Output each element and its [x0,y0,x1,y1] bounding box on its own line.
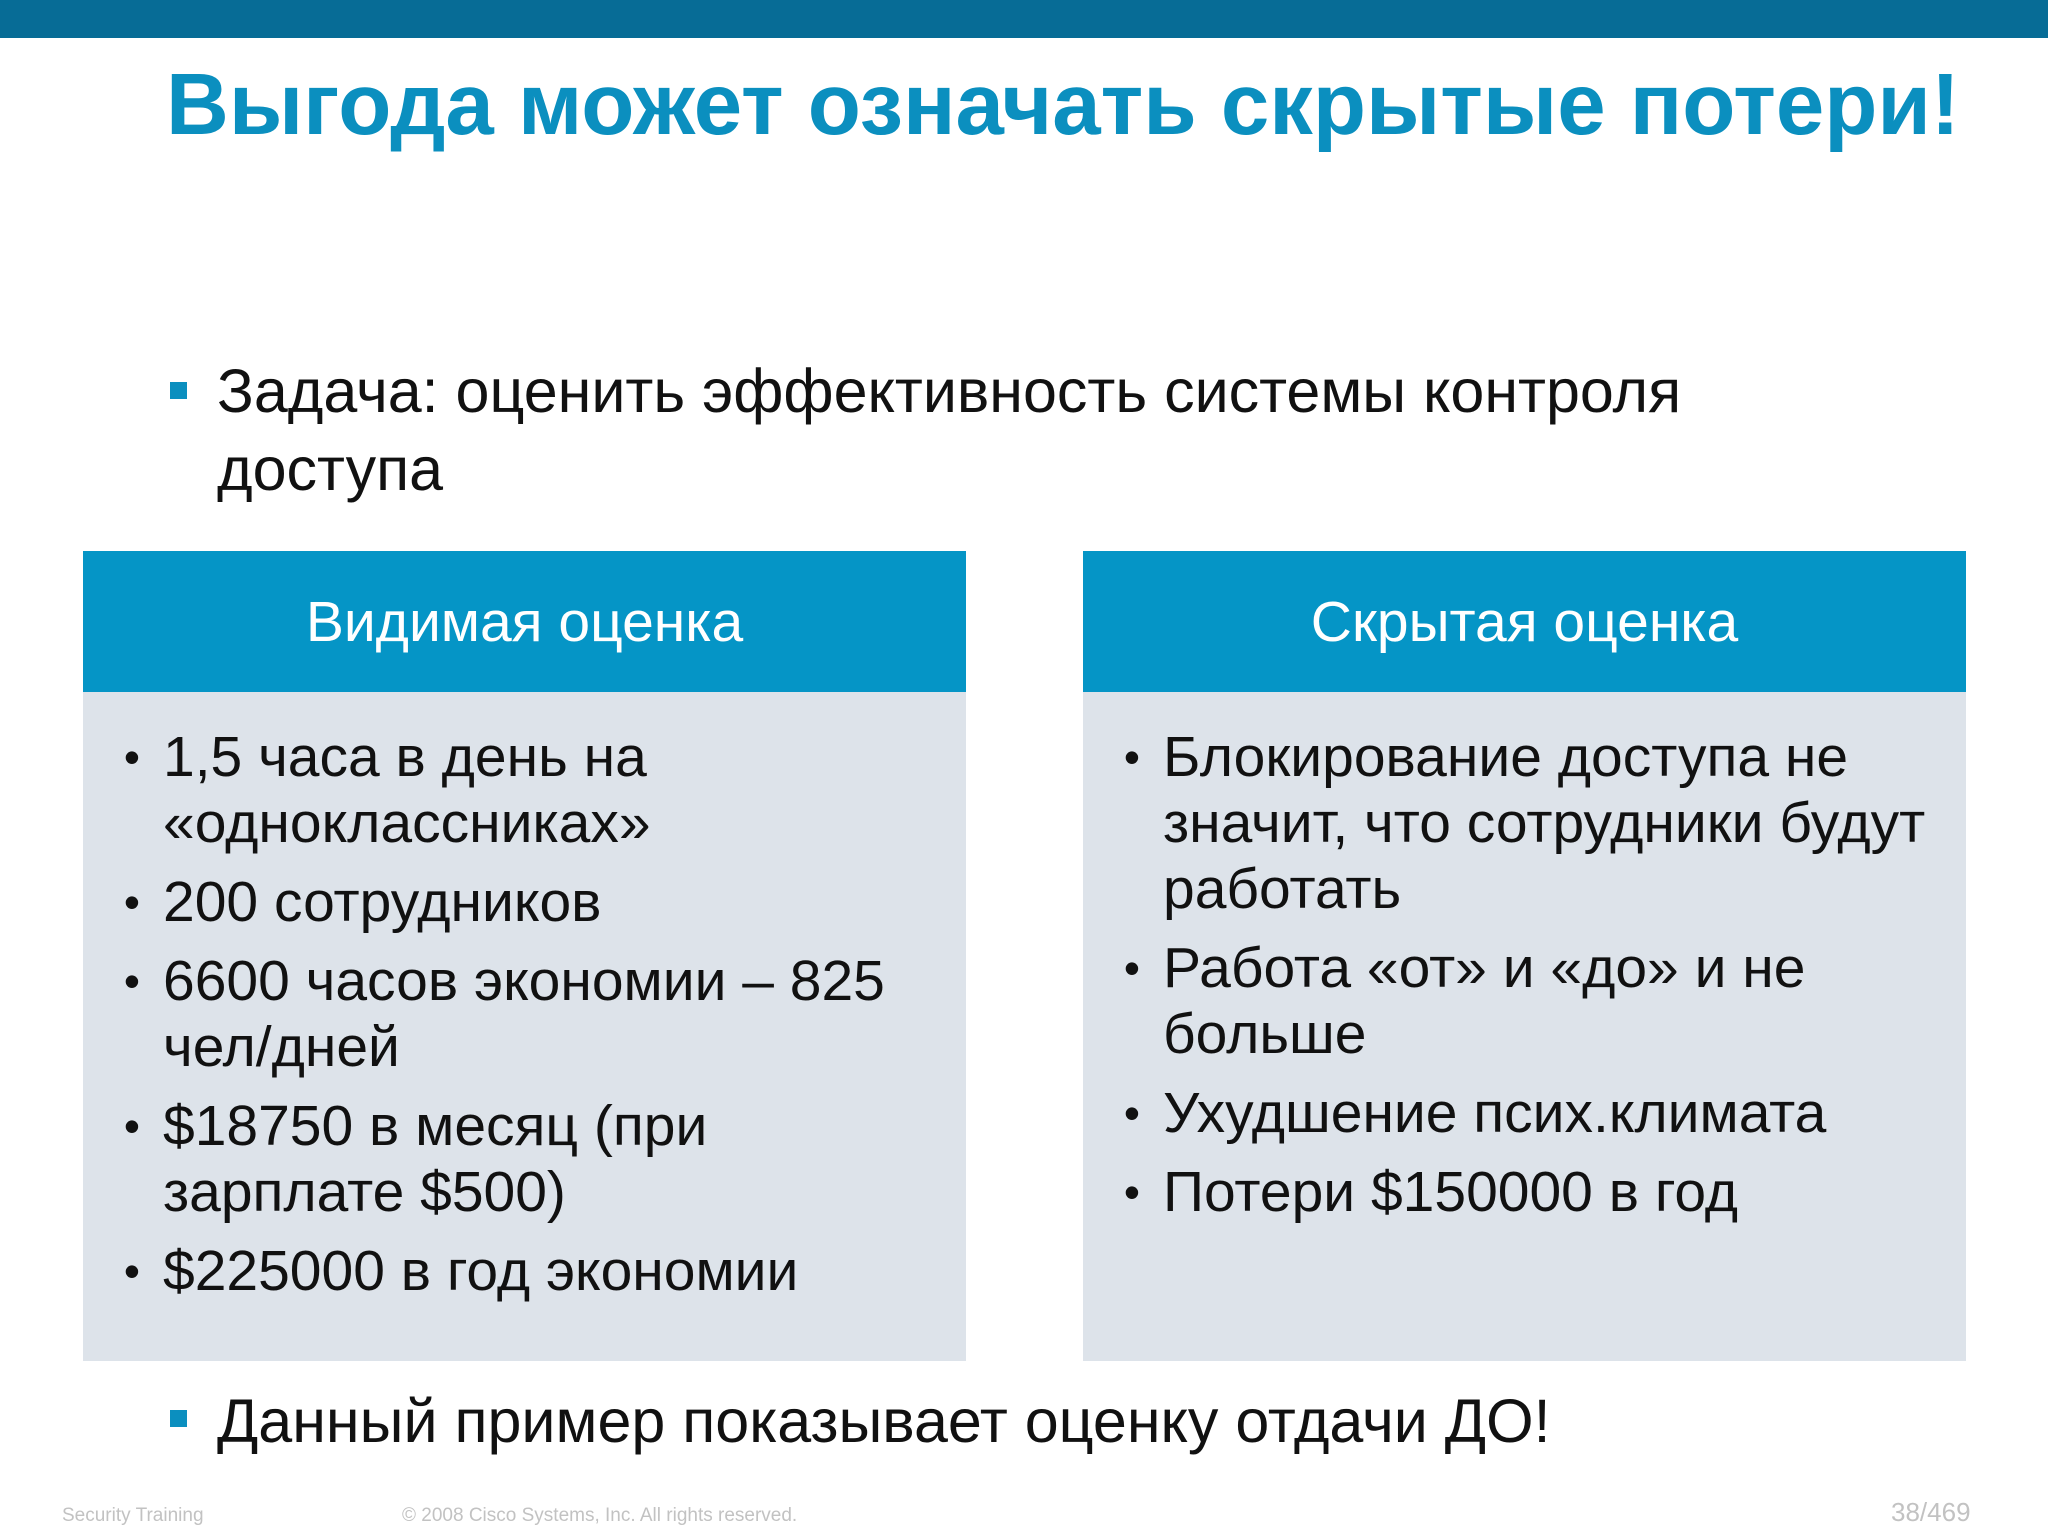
bullet-dot-icon: • [123,1100,140,1152]
list-item [83,1238,946,1304]
list-item-text: $18750 в месяц (при зарплате $500) [163,1094,708,1224]
bullet-dot-icon: • [1123,1087,1140,1139]
list-item-text: $225000 в год экономии [163,1239,799,1303]
list-item [83,724,946,856]
top-bar [0,0,2048,38]
list-item [83,869,946,935]
footer-label: Security Training [62,1505,204,1526]
bullet-dot-icon: • [1123,1166,1140,1218]
panel-list [1083,692,1966,1225]
panel-header: Скрытая оценка [1083,551,1966,692]
bullet-dot-icon: • [123,731,140,783]
panel-header: Видимая оценка [83,551,966,692]
visible-estimate-panel [83,551,966,1361]
list-item-text: Потери $150000 в год [1163,1160,1739,1224]
bullet-dot-icon: • [1123,731,1140,783]
bullet-dot-icon: • [123,955,140,1007]
conclusion-bullet [170,1382,1970,1460]
list-item-text: 200 сотрудников [163,870,602,934]
slide-title: Выгода может означать скрытые потери! [166,56,1960,153]
list-item [1083,1159,1946,1225]
hidden-estimate-panel [1083,551,1966,1361]
list-item [83,1093,946,1225]
footer-copyright: © 2008 Cisco Systems, Inc. All rights reserved. [402,1505,798,1526]
list-item [83,948,946,1080]
list-item-text: Ухудшение псих.климата [1163,1081,1827,1145]
list-item-text: Блокирование доступа не значит, что сотрудники будут работать [1163,725,1926,921]
list-item-text: Работа «от» и «до» и не больше [1163,936,1806,1066]
task-bullet [170,352,1870,508]
list-item-text: 1,5 часа в день на «одноклассниках» [163,725,651,855]
square-bullet-icon [170,382,187,399]
list-item-text: 6600 часов экономии – 825 чел/дней [163,949,885,1079]
bullet-dot-icon: • [123,1245,140,1297]
list-item [1083,724,1946,922]
page-number: 38/469 [1891,1497,1971,1527]
list-item [1083,935,1946,1067]
bullet-dot-icon: • [123,876,140,928]
square-bullet-icon [170,1410,187,1427]
task-text: Задача: оценить эффективность системы контроля доступа [217,357,1682,503]
conclusion-text: Данный пример показывает оценку отдачи ДО! [217,1387,1551,1455]
list-item [1083,1080,1946,1146]
bullet-dot-icon: • [1123,942,1140,994]
panel-list [83,692,966,1304]
